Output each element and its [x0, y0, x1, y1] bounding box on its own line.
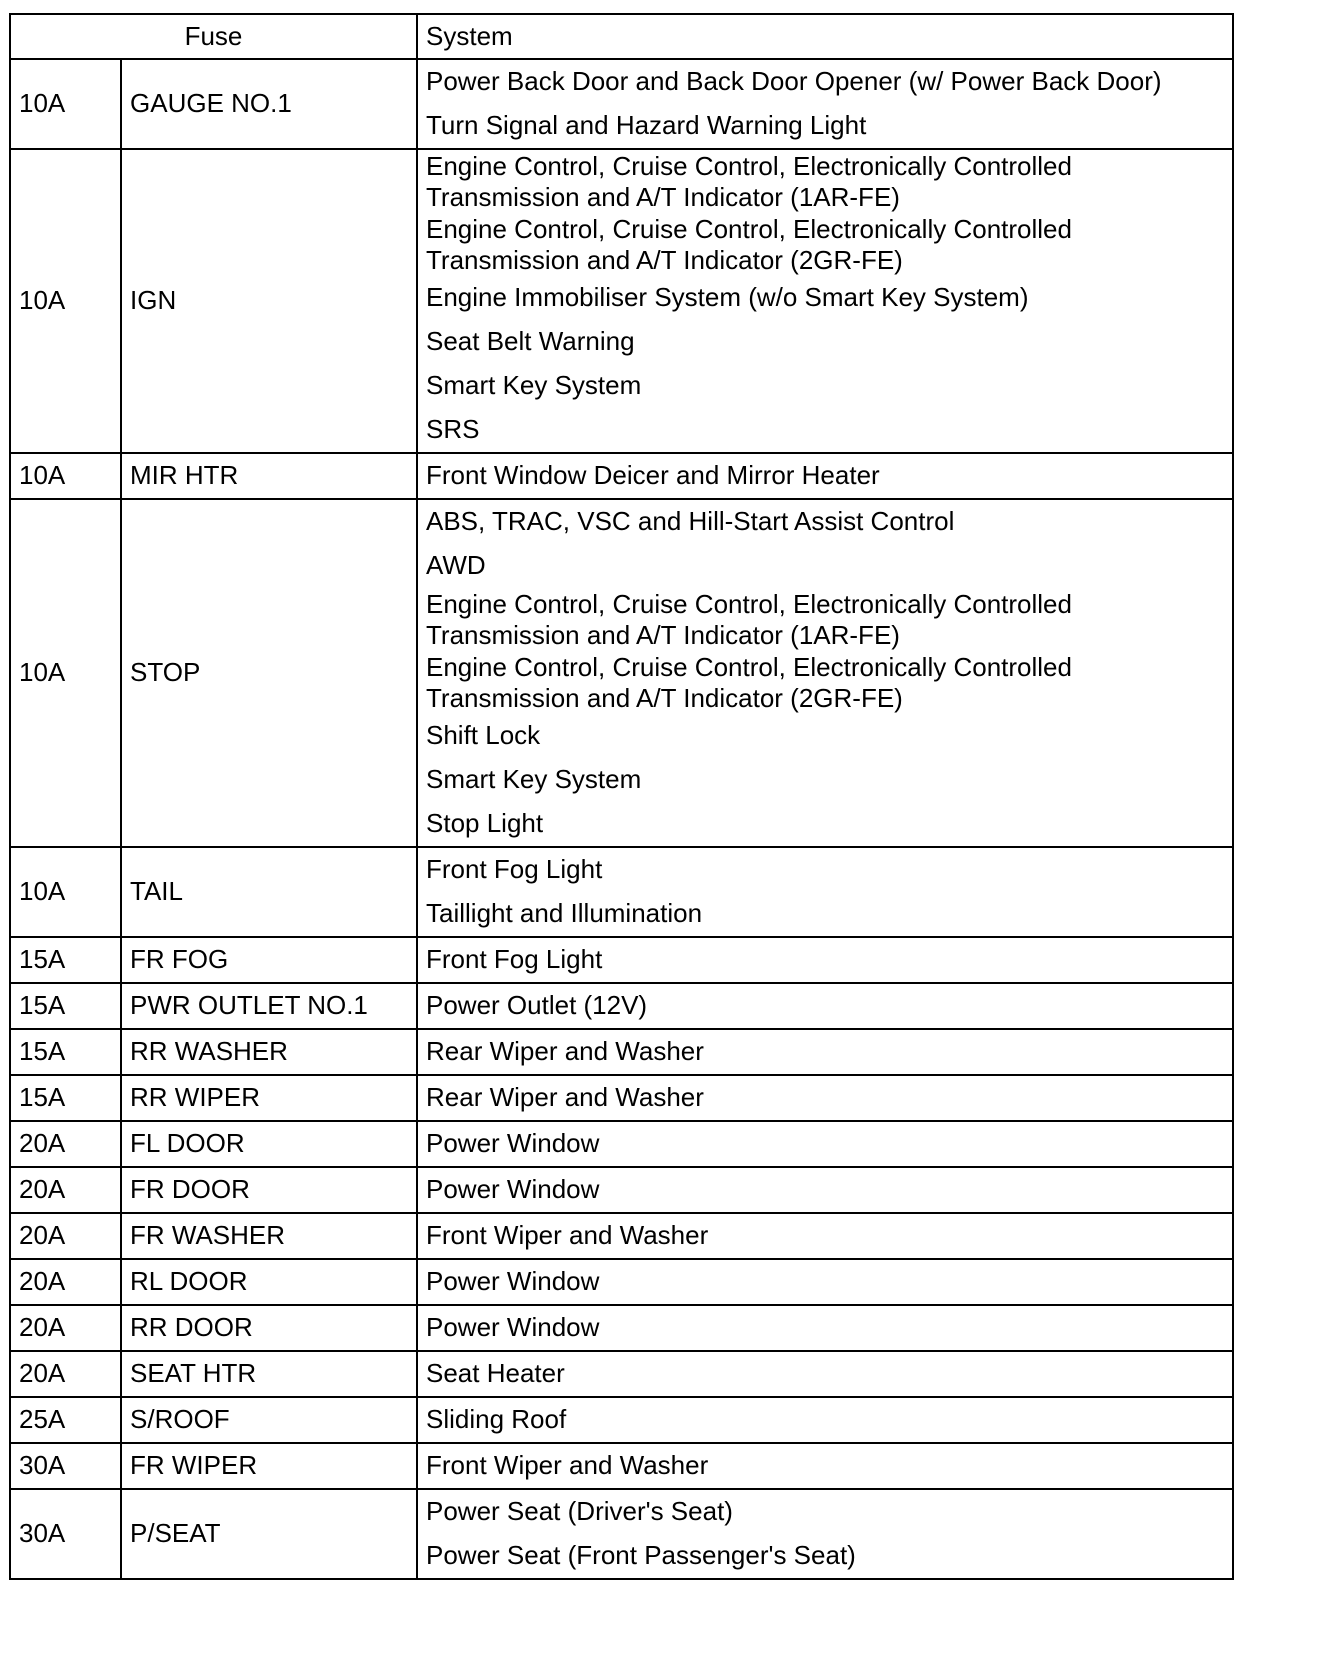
- fuse-name: RR WASHER: [121, 1029, 417, 1075]
- system-cell: [417, 1029, 1233, 1075]
- system-cell: [417, 1075, 1233, 1121]
- system-item: Front Fog Light: [426, 854, 603, 885]
- fuse-name: TAIL: [121, 847, 417, 937]
- fuse-amperage: 10A: [10, 453, 121, 499]
- fuse-table: [9, 13, 1234, 1580]
- table-row: [10, 1213, 1233, 1259]
- system-item: Rear Wiper and Washer: [426, 1036, 704, 1067]
- fuse-amperage: 15A: [10, 1029, 121, 1075]
- system-cell: [417, 1443, 1233, 1489]
- fuse-amperage: 10A: [10, 847, 121, 937]
- table-row: [10, 1121, 1233, 1167]
- system-item: Power Window: [426, 1266, 600, 1297]
- fuse-name: FR FOG: [121, 937, 417, 983]
- fuse-amperage: 10A: [10, 499, 121, 847]
- system-item: Engine Immobiliser System (w/o Smart Key System): [426, 282, 1029, 313]
- table-row: [10, 1397, 1233, 1443]
- system-item: Seat Heater: [426, 1358, 565, 1389]
- table-row: [10, 983, 1233, 1029]
- system-item: Engine Control, Cruise Control, Electronically Controlled Transmission and A/T Indicator (2GR-FE): [426, 213, 1072, 275]
- system-item: Power Window: [426, 1174, 600, 1205]
- fuse-amperage: 20A: [10, 1167, 121, 1213]
- system-item: Power Outlet (12V): [426, 990, 648, 1021]
- fuse-name: STOP: [121, 499, 417, 847]
- fuse-amperage: 10A: [10, 59, 121, 149]
- system-item: Stop Light: [426, 808, 544, 839]
- system-cell: [417, 847, 1233, 937]
- system-cell: [417, 1213, 1233, 1259]
- system-item: Front Wiper and Washer: [426, 1220, 709, 1251]
- system-cell: [417, 983, 1233, 1029]
- system-cell: [417, 1121, 1233, 1167]
- table-row: [10, 1075, 1233, 1121]
- system-item: Engine Control, Cruise Control, Electronically Controlled Transmission and A/T Indicator (2GR-FE): [426, 651, 1072, 713]
- table-row: [10, 937, 1233, 983]
- fuse-amperage: 20A: [10, 1305, 121, 1351]
- system-cell: [417, 1259, 1233, 1305]
- fuse-name: IGN: [121, 149, 417, 453]
- table-row: [10, 149, 1233, 453]
- fuse-name: FR WIPER: [121, 1443, 417, 1489]
- fuse-amperage: 20A: [10, 1213, 121, 1259]
- table-row: [10, 1029, 1233, 1075]
- fuse-name: RR DOOR: [121, 1305, 417, 1351]
- system-item: Power Seat (Front Passenger's Seat): [426, 1540, 856, 1571]
- header-row: [10, 14, 1233, 59]
- system-item: ABS, TRAC, VSC and Hill-Start Assist Control: [426, 506, 955, 537]
- fuse-name: P/SEAT: [121, 1489, 417, 1579]
- system-cell: [417, 1489, 1233, 1579]
- system-item: Seat Belt Warning: [426, 326, 635, 357]
- system-cell: [417, 937, 1233, 983]
- system-item: Rear Wiper and Washer: [426, 1082, 704, 1113]
- system-item: Power Seat (Driver's Seat): [426, 1496, 733, 1527]
- system-item: Power Window: [426, 1128, 600, 1159]
- fuse-name: FL DOOR: [121, 1121, 417, 1167]
- fuse-name: PWR OUTLET NO.1: [121, 983, 417, 1029]
- system-item: Taillight and Illumination: [426, 898, 703, 929]
- system-cell: [417, 1305, 1233, 1351]
- fuse-amperage: 20A: [10, 1121, 121, 1167]
- fuse-amperage: 15A: [10, 983, 121, 1029]
- system-item: Power Window: [426, 1312, 600, 1343]
- system-item: Smart Key System: [426, 764, 642, 795]
- fuse-table-body: [10, 14, 1233, 1579]
- system-item: Engine Control, Cruise Control, Electronically Controlled Transmission and A/T Indicator (1AR-FE): [426, 150, 1072, 212]
- system-item: Shift Lock: [426, 720, 541, 751]
- fuse-name: GAUGE NO.1: [121, 59, 417, 149]
- fuse-amperage: 15A: [10, 937, 121, 983]
- system-item: Engine Control, Cruise Control, Electronically Controlled Transmission and A/T Indicator (1AR-FE): [426, 588, 1072, 650]
- table-row: [10, 59, 1233, 149]
- table-row: [10, 453, 1233, 499]
- system-cell: [417, 453, 1233, 499]
- system-cell: [417, 59, 1233, 149]
- fuse-name: FR DOOR: [121, 1167, 417, 1213]
- table-row: [10, 1167, 1233, 1213]
- system-cell: [417, 1167, 1233, 1213]
- fuse-amperage: 15A: [10, 1075, 121, 1121]
- fuse-amperage: 25A: [10, 1397, 121, 1443]
- fuse-amperage: 20A: [10, 1259, 121, 1305]
- fuse-name: RR WIPER: [121, 1075, 417, 1121]
- fuse-name: S/ROOF: [121, 1397, 417, 1443]
- system-item: AWD: [426, 550, 486, 581]
- system-cell: [417, 1351, 1233, 1397]
- fuse-amperage: 20A: [10, 1351, 121, 1397]
- system-item: Front Window Deicer and Mirror Heater: [426, 460, 880, 491]
- fuse-amperage: 30A: [10, 1489, 121, 1579]
- table-row: [10, 1259, 1233, 1305]
- fuse-amperage: 30A: [10, 1443, 121, 1489]
- system-item: Front Fog Light: [426, 944, 603, 975]
- fuse-name: RL DOOR: [121, 1259, 417, 1305]
- fuse-name: FR WASHER: [121, 1213, 417, 1259]
- system-cell: [417, 1397, 1233, 1443]
- table-row: [10, 1305, 1233, 1351]
- table-row: [10, 1351, 1233, 1397]
- header-fuse: Fuse: [10, 14, 417, 59]
- table-row: [10, 1443, 1233, 1489]
- table-row: [10, 499, 1233, 847]
- fuse-name: MIR HTR: [121, 453, 417, 499]
- header-system: System: [417, 14, 1233, 59]
- system-cell: [417, 499, 1233, 847]
- system-item: Front Wiper and Washer: [426, 1450, 709, 1481]
- system-item: Turn Signal and Hazard Warning Light: [426, 110, 867, 141]
- table-row: [10, 1489, 1233, 1579]
- system-item: SRS: [426, 414, 480, 445]
- system-item: Sliding Roof: [426, 1404, 567, 1435]
- system-item: Power Back Door and Back Door Opener (w/ Power Back Door): [426, 66, 1162, 97]
- fuse-name: SEAT HTR: [121, 1351, 417, 1397]
- table-row: [10, 847, 1233, 937]
- fuse-amperage: 10A: [10, 149, 121, 453]
- system-item: Smart Key System: [426, 370, 642, 401]
- system-cell: [417, 149, 1233, 453]
